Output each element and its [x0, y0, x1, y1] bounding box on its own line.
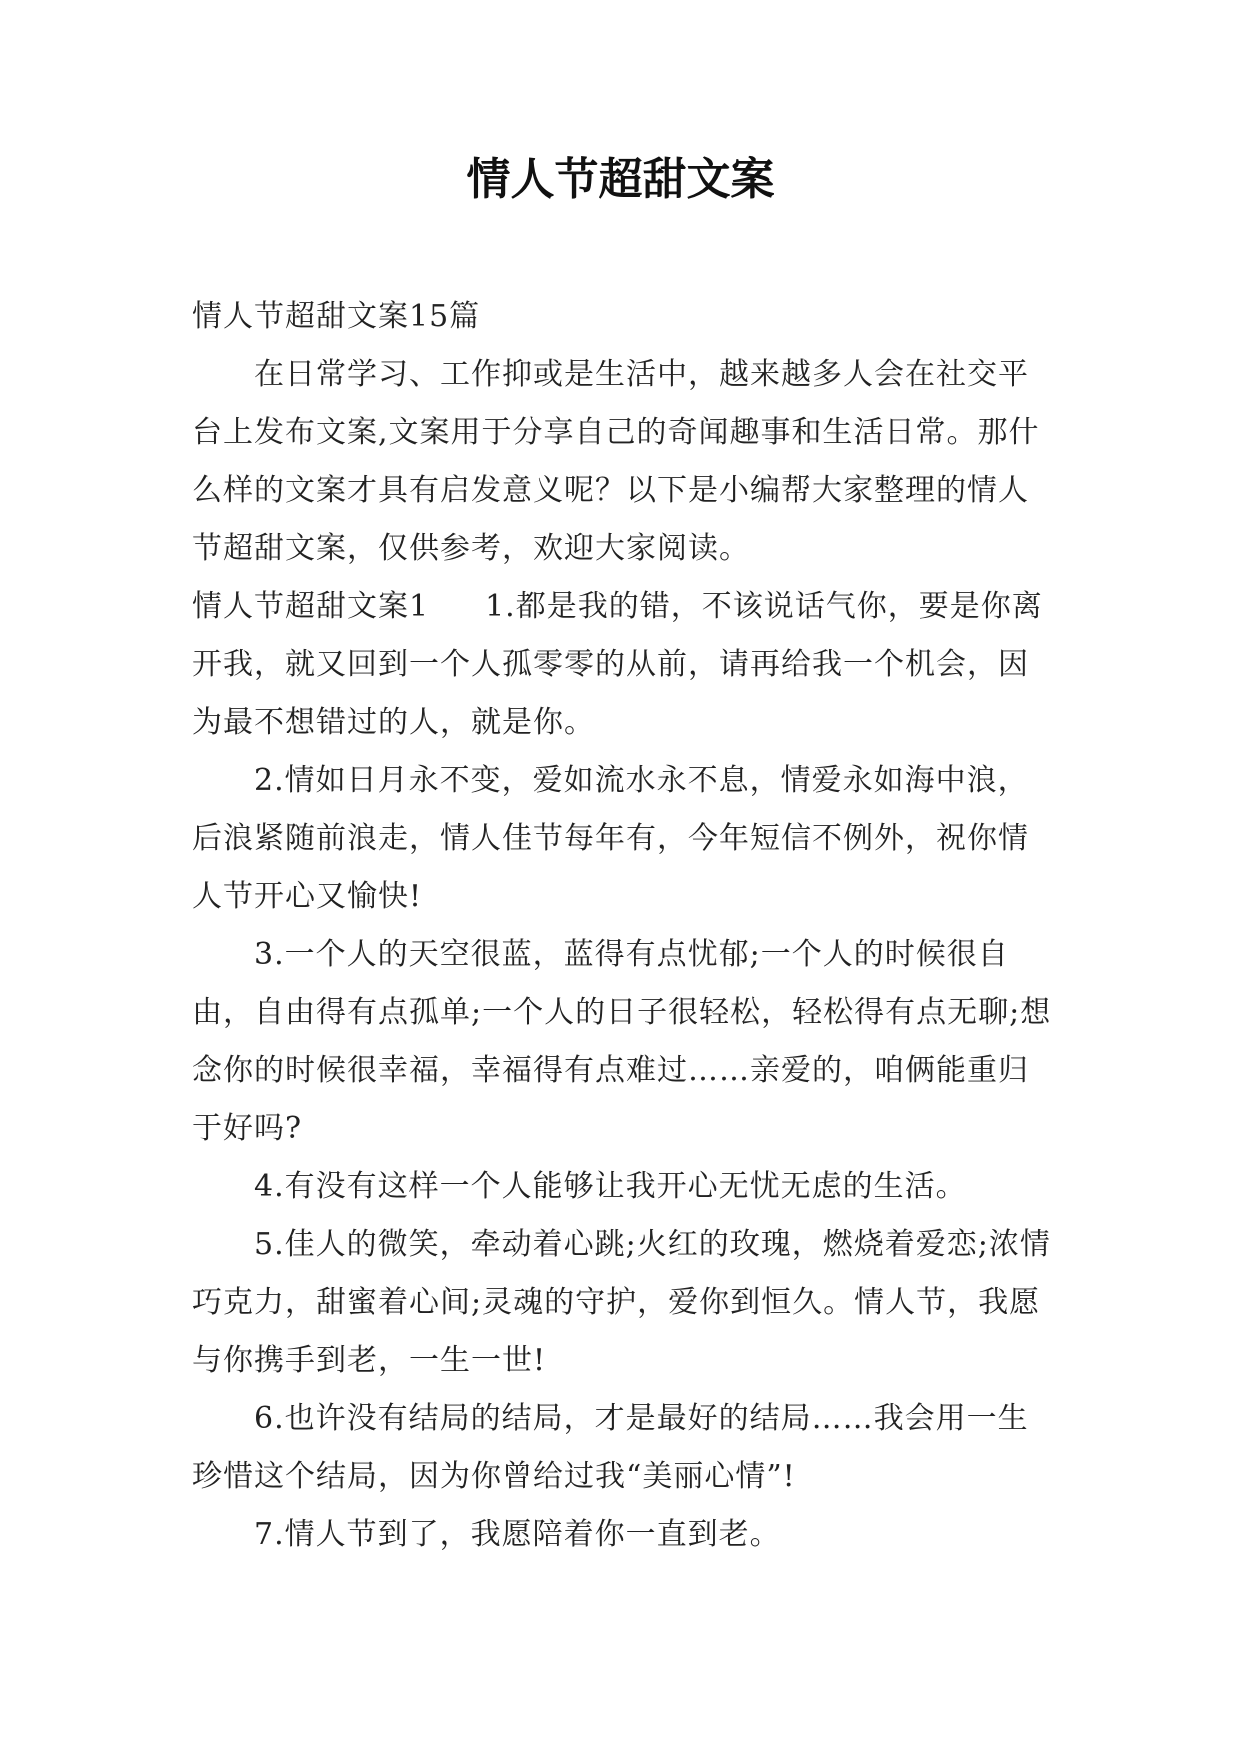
intro-paragraph: 在日常学习、工作抑或是生活中，越来越多人会在社交平台上发布文案,文案用于分享自己的奇闻趣事和生活日常。那什么样的文案才具有启发意义呢？以下是小编帮大家整理的情人节超甜文案，仅供参考，欢迎大家阅读。 [192, 357, 1040, 566]
document-body [192, 288, 1058, 1564]
section-first-paragraph [192, 578, 1058, 752]
item-6: 6.也许没有结局的结局，才是最好的结局……我会用一生珍惜这个结局，因为你曾给过我“美丽心情”! [192, 1401, 1029, 1494]
item-7: 7.情人节到了，我愿陪着你一直到老。 [254, 1517, 781, 1552]
item-3: 3.一个人的天空很蓝，蓝得有点忧郁;一个人的时候很自由，自由得有点孤单;一个人的日子很轻松，轻松得有点无聊;想念你的时候很幸福，幸福得有点难过……亲爱的，咱俩能重归于好吗? [192, 937, 1052, 1146]
document-subtitle: 情人节超甜文案15篇 [192, 299, 481, 334]
item-5: 5.佳人的微笑，牵动着心跳;火红的玫瑰，燃烧着爱恋;浓情巧克力，甜蜜着心间;灵魂的守护，爱你到恒久。情人节，我愿与你携手到老，一生一世! [192, 1227, 1051, 1378]
item-4: 4.有没有这样一个人能够让我开心无忧无虑的生活。 [254, 1169, 967, 1204]
section-heading: 情人节超甜文案1 [192, 589, 430, 624]
item-1: 1.都是我的错，不该说话气你，要是你离开我，就又回到一个人孤零零的从前，请再给我一个机会，因为最不想错过的人，就是你。 [192, 589, 1043, 740]
document-title: 情人节超甜文案 [466, 154, 775, 205]
item-2: 2.情如日月永不变，爱如流水永不息，情爱永如海中浪，后浪紧随前浪走，情人佳节每年有，今年短信不例外，祝你情人节开心又愉快! [192, 763, 1029, 914]
